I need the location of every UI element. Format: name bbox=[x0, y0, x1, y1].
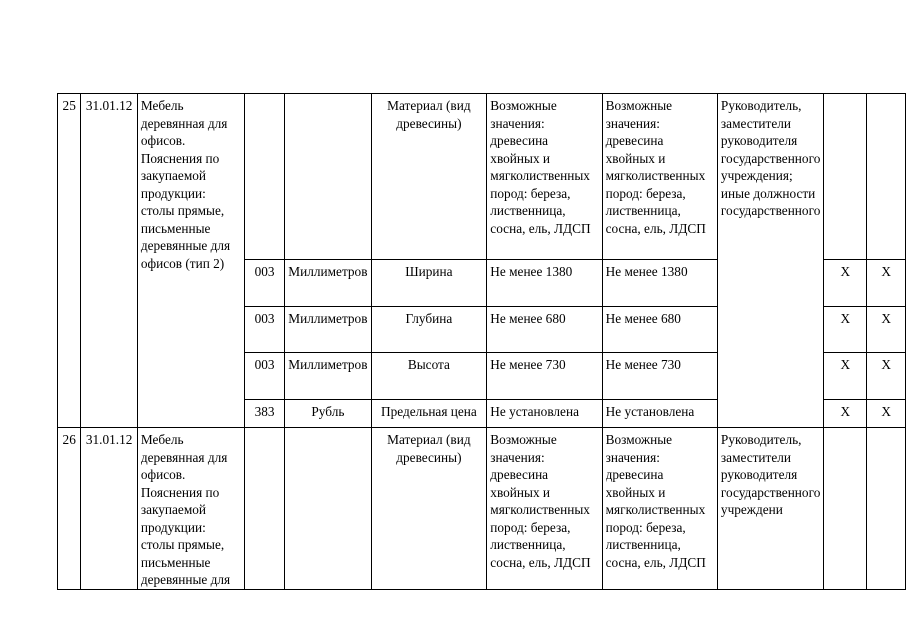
characteristic-value: Не менее 1380 bbox=[602, 260, 717, 307]
empty-cell bbox=[285, 428, 371, 590]
characteristic-label: Материал (вид древесины) bbox=[371, 94, 487, 260]
characteristic-value: Не установлена bbox=[602, 400, 717, 428]
okei-code: 003 bbox=[244, 353, 284, 400]
empty-cell bbox=[867, 428, 906, 590]
unit-name: Миллиметров bbox=[285, 307, 371, 353]
okei-code: 003 bbox=[244, 260, 284, 307]
characteristic-value: Возможные значения: древесина хвойных и мягколиственных пород: береза, лиственница, сосна, ель, ЛДСП bbox=[602, 94, 717, 260]
empty-cell bbox=[824, 94, 867, 260]
x-mark: X bbox=[824, 307, 867, 353]
empty-cell bbox=[285, 94, 371, 260]
empty-cell bbox=[824, 428, 867, 590]
x-mark: X bbox=[824, 353, 867, 400]
unit-name: Миллиметров bbox=[285, 353, 371, 400]
x-mark: X bbox=[867, 307, 906, 353]
x-mark: X bbox=[824, 260, 867, 307]
table-row bbox=[58, 94, 906, 260]
characteristic-label: Высота bbox=[371, 353, 487, 400]
characteristic-value: Не менее 680 bbox=[487, 307, 602, 353]
empty-cell bbox=[867, 94, 906, 260]
okpd2-code: 31.01.12 bbox=[81, 428, 137, 590]
position-category: Руководитель, заместители руководителя государственного учреждения; иные должности государственного bbox=[717, 94, 823, 428]
unit-name: Миллиметров bbox=[285, 260, 371, 307]
position-category: Руководитель, заместители руководителя государственного учреждени bbox=[717, 428, 823, 590]
characteristic-value: Не менее 730 bbox=[487, 353, 602, 400]
procurement-table bbox=[57, 93, 906, 590]
characteristic-value: Не установлена bbox=[487, 400, 602, 428]
okei-code: 003 bbox=[244, 307, 284, 353]
characteristic-value: Не менее 730 bbox=[602, 353, 717, 400]
row-number: 25 bbox=[58, 94, 81, 428]
characteristic-label: Предельная цена bbox=[371, 400, 487, 428]
table-row bbox=[58, 428, 906, 590]
characteristic-value: Возможные значения: древесина хвойных и мягколиственных пород: береза, лиственница, сосна, ель, ЛДСП bbox=[487, 94, 602, 260]
x-mark: X bbox=[867, 260, 906, 307]
x-mark: X bbox=[824, 400, 867, 428]
characteristic-value: Не менее 680 bbox=[602, 307, 717, 353]
product-name: Мебель деревянная для офисов. Пояснения по закупаемой продукции: столы прямые, письменные деревянные для офисов (тип 2) bbox=[137, 94, 244, 428]
empty-cell bbox=[244, 428, 284, 590]
product-name: Мебель деревянная для офисов. Пояснения по закупаемой продукции: столы прямые, письменные деревянные для bbox=[137, 428, 244, 590]
empty-cell bbox=[244, 94, 284, 260]
okpd2-code: 31.01.12 bbox=[81, 94, 137, 428]
characteristic-value: Возможные значения: древесина хвойных и мягколиственных пород: береза, лиственница, сосна, ель, ЛДСП bbox=[487, 428, 602, 590]
okei-code: 383 bbox=[244, 400, 284, 428]
characteristic-label: Материал (вид древесины) bbox=[371, 428, 487, 590]
row-number: 26 bbox=[58, 428, 81, 590]
unit-name: Рубль bbox=[285, 400, 371, 428]
characteristic-label: Ширина bbox=[371, 260, 487, 307]
characteristic-label: Глубина bbox=[371, 307, 487, 353]
x-mark: X bbox=[867, 400, 906, 428]
characteristic-value: Возможные значения: древесина хвойных и мягколиственных пород: береза, лиственница, сосна, ель, ЛДСП bbox=[602, 428, 717, 590]
characteristic-value: Не менее 1380 bbox=[487, 260, 602, 307]
x-mark: X bbox=[867, 353, 906, 400]
